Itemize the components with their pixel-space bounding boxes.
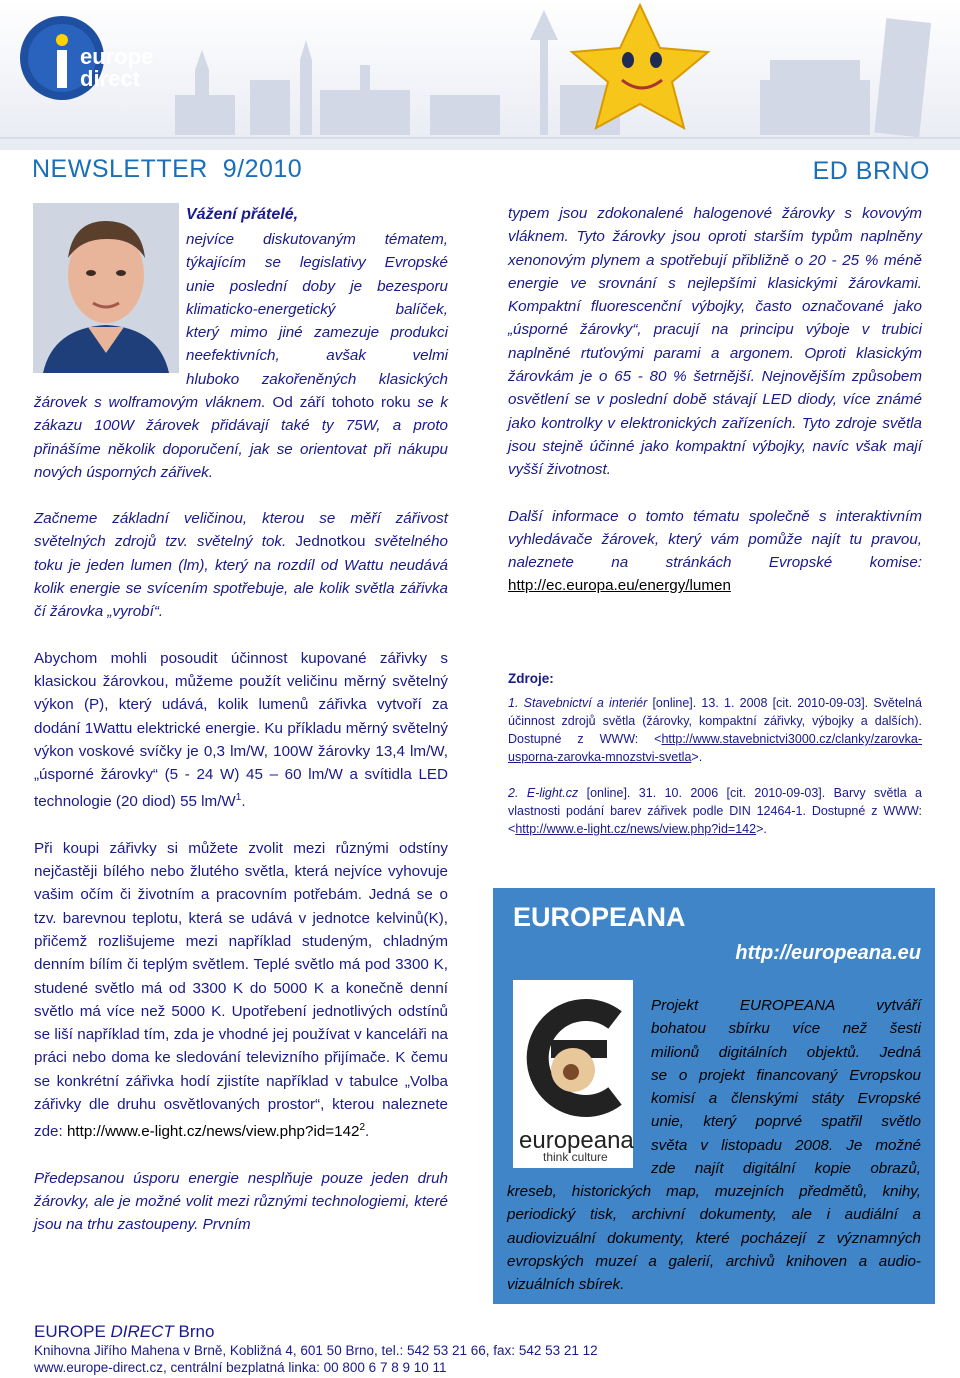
left-column: [34, 391, 448, 1260]
p-more-info-text: Další informace o tomto tématu společně s interaktivním vyhledávače žárovek, který vám pomůže najít tu pravou, naleznete na stránkách Evropské komise:: [508, 507, 922, 572]
paragraph-color-temperature: [34, 837, 448, 1144]
europeana-line: unie, který poprvé spatřil světlo: [651, 1113, 921, 1131]
europeana-line: komisí a členskými státy Evropské: [651, 1090, 921, 1108]
source-1-title: 1. Stavebnictví a interiér: [508, 696, 648, 710]
ec-europa-link[interactable]: http://ec.europa.eu/energy/lumen: [508, 577, 731, 595]
europeana-rest: kreseb, historických map, muzejních předmětů, knihy, periodický tisk, archivní dokumenty, ale i audiální a audiovizuální dokumenty, které pocházejí z významných evropských muzeí a galerií, archivů knihoven a audio-vizuálních sbírek.: [507, 1183, 921, 1294]
footer-address: Knihovna Jiřího Mahena v Brně, Kobližná 4, 601 50 Brno, tel.: 542 53 21 66, fax: 542 53 21 12: [34, 1343, 598, 1358]
sources-title: Zdroje:: [508, 671, 554, 686]
logo-text-europe: europe: [80, 44, 154, 69]
footer-contact: www.europe-direct.cz, centrální bezplatná linka: 00 800 6 7 8 9 10 11: [34, 1360, 447, 1375]
intro-rest-normal: Od září tohoto roku: [265, 394, 411, 411]
europeana-line: se o projekt financovaný Evropskou: [651, 1066, 921, 1084]
p2-italic2: světelného toku je jeden lumen (lm), který na rozdíl od Wattu neudává kolik energie se svícením spotřebuje, ale kolik světla zářivka čí žárovka „vyrobí“.: [34, 533, 448, 621]
paragraph-efficacy: [34, 647, 448, 814]
source-2-body: [online]. 31. 10. 2006 [cit. 2010-09-03]. Barvy světla a vlastnosti podání barev zářivek podle DIN 12464-1. Dostupné z WWW: <: [508, 786, 922, 836]
right-column: [508, 202, 922, 621]
p3-text: Abychom mohli posoudit účinnost kupované zářivky s klasickou žárovkou, můžeme použít veličinu měrný světelný výkon (P), který udává, kolik lumenů zářivka vytvoří za dodání 1Wattu elektrické energie. Ku příkladu měrný světelný výkon voskové svíčky je 0,3 lm/W, 100W žárovky 13,4 lm/W, „úsporné žárovky“ (5 - 24 W) 45 – 60 lm/W a svítidla LED technologie (20 diod) 55 lm/W: [34, 649, 448, 811]
intro-rest-italic: žárovek s wolframovým vláknem.: [34, 394, 266, 411]
footer-org-c: Brno: [173, 1322, 215, 1341]
e-light-link[interactable]: http://www.e-light.cz/news/view.php?id=142: [66, 1123, 360, 1141]
intro-line: klimaticko-energetický balíček,: [186, 300, 448, 318]
paragraph-technologies: Předepsanou úsporu energie nesplňuje pouze jeden druh žárovky, ale je možné volit mezi různými technologiemi, které jsou na trhu zastoupeny. Prvním: [34, 1169, 448, 1234]
paragraph-more-info: [508, 505, 922, 598]
paragraph-luminous-flux: [34, 507, 448, 623]
p2-normal: Jednotkou: [286, 533, 366, 551]
intro-line: nejvíce diskutovaným tématem,: [186, 231, 448, 248]
footer-org-a: EUROPE: [34, 1322, 111, 1341]
europeana-url[interactable]: http://europeana.eu: [735, 942, 921, 964]
europeana-e-logo-icon: [513, 980, 633, 1130]
source-2-title: 2. E-light.cz: [508, 786, 579, 800]
sources: [508, 670, 922, 856]
intro-rest-lines: se k zákazu 100W žárovek přidávají také ty 75W, a proto přinášíme několik doporučení, jak se orientovat při nákupu nových úsporných zářivek.: [34, 394, 448, 481]
europeana-line: Projekt EUROPEANA vytváří: [651, 997, 921, 1014]
intro-rest: [34, 391, 448, 484]
e-light-source-link[interactable]: http://www.e-light.cz/news/view.php?id=142: [515, 822, 757, 836]
europeana-title: EUROPEANA: [513, 902, 686, 932]
paragraph-lamp-types: typem jsou zdokonalené halogenové žárovky s kovovým vláknem. Tyto žárovky jsou oproti starším typům naplněny xenonovým plynem a spotřebují přibližně o 20 - 25 % méně energie ve srovnání s nejlepšími klasickými žárovkami. Kompaktní fluorescenční výbojky, často označované jako „úsporné žárovky“, pracují na principu výboje v trubici naplněné rtuťovými parami a argonem. Oproti klasickým žárovkám je o 65 - 80 % šetrnější. Nejnovějším způsobem osvětlení se v poslední době stávají LED diody, více známé jako kontrolky v elektronických zařízeních. Tyto zdroje světla jsou stejně účinné jako kompaktní výbojky, navíc však mají vyšší životnost.: [508, 205, 922, 479]
author-photo: [33, 203, 179, 373]
europeana-lines: [651, 994, 921, 1180]
p4-text: Při koupi zářivky si můžete zvolit mezi různými odstíny nejčastěji bílého nebo žlutého světla, která nejvíce vyhovuje vašim očím či životním a pracovním potřebám. Jedná se o tzv. barevnou teplotu, která se udává v jednotce kelvinů(K), přičemž rozlišujeme mezi například studeným, chladným denním bílím či teplým světlem. Teplé světlo má pod 3300 K, studené světlo má od 3300 K do 5000 K a konečně denní světlo má více než 5000 K. Upotřebení jednotlivých odstínů se liší například tím, zda je vhodné jej používat v kanceláři na práci nebo doma ke sledování televizního přijímače. K čemu se konkrétní zářivka hodí zjistíte například v tabulce „Volba zářivky dle druhu osvětlovaných prostor“, kterou naleznete zde:: [34, 839, 448, 1141]
intro-line: unie poslední doby je bezesporu: [186, 277, 448, 295]
source-2-end: >.: [756, 822, 767, 836]
footer: [34, 1322, 934, 1376]
logo-text-direct: direct: [80, 66, 140, 91]
intro-line: neefektivních, avšak velmi: [186, 347, 448, 365]
europeana-box: [493, 888, 935, 1304]
europeana-line: milionů digitálních objektů. Jedná: [651, 1043, 921, 1061]
newsletter-title: NEWSLETTER 9/2010: [32, 155, 303, 183]
footnote-ref-1: 1: [235, 792, 242, 804]
stavebnictvi-link[interactable]: http://www.stavebnictvi3000.cz/clanky/zarovka-usporna-zarovka-mnozstvi-svetla: [508, 732, 922, 764]
source-1-body: [online]. 13. 1. 2008 [cit. 2010-09-03]. Světelná účinnost zdrojů světla (žárovky, kompaktní zářivky, výbojky a dalších). Dostupné z WWW: <: [508, 696, 922, 746]
p4-end: .: [365, 1123, 370, 1141]
source-2: [508, 784, 922, 838]
europeana-logo-word: europeana: [519, 1127, 634, 1154]
p3-end: .: [241, 793, 246, 811]
europeana-line: bohatou sbírku více než šesti: [651, 1020, 921, 1038]
office-name: ED BRNO: [812, 157, 930, 185]
intro-line: týkajícím se legislativy Evropské: [186, 254, 448, 272]
source-1-end: >.: [691, 750, 703, 764]
greeting: Vážení přátelé,: [186, 206, 299, 223]
intro-lines: [186, 228, 448, 391]
europeana-line: světa v listopadu 2008. Je možné: [651, 1136, 921, 1154]
europeana-logo: [513, 980, 633, 1168]
p2-italic: Začneme základní veličinou, kterou se měří zářivost světelných zdrojů tzv. světelný tok.: [34, 510, 448, 551]
intro-line: hluboko zakořeněných klasických: [186, 370, 448, 388]
portrait-image: [33, 203, 179, 373]
europeana-logo-sub: think culture: [543, 1150, 608, 1164]
source-1: [508, 694, 922, 766]
footer-org: [34, 1322, 934, 1342]
europeana-line: zde najít digitální kopie obrazů,: [651, 1160, 921, 1178]
footer-org-b: DIRECT: [110, 1322, 174, 1341]
intro-line: který mimo jiné zamezuje produkci: [186, 324, 448, 342]
header-banner: [0, 0, 960, 150]
logo-text: [80, 46, 153, 90]
footnote-ref-2: 2: [359, 1122, 366, 1134]
